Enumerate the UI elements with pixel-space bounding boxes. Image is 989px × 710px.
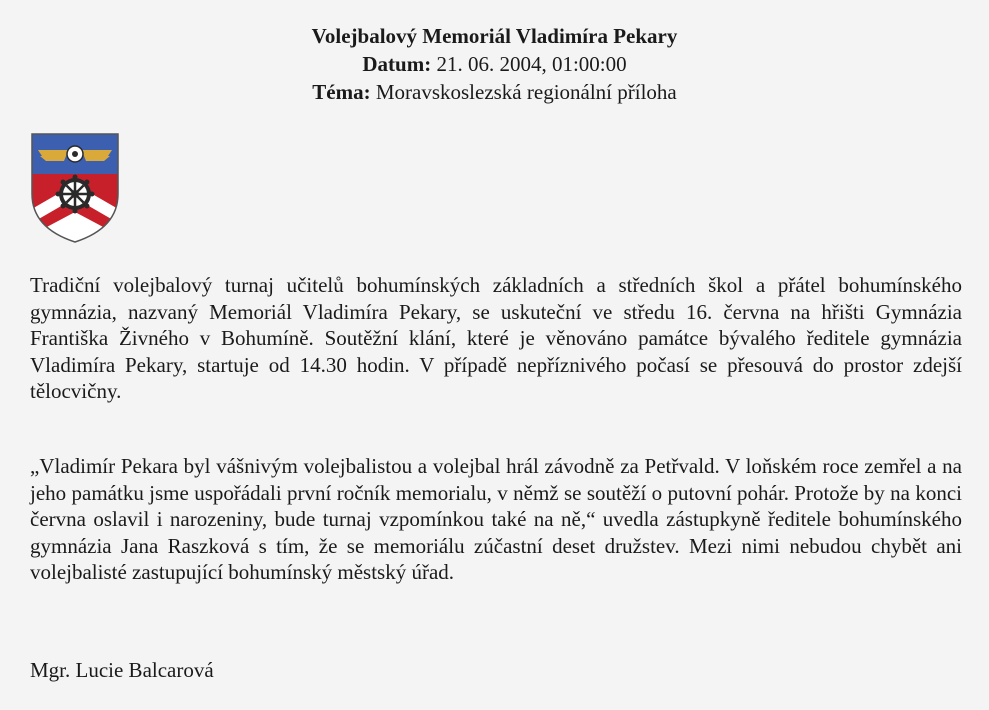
date-value: 21. 06. 2004, 01:00:00 — [436, 52, 627, 76]
document-title: Volejbalový Memoriál Vladimíra Pekary — [311, 24, 678, 48]
author-signature: Mgr. Lucie Balcarová — [30, 658, 214, 682]
coat-of-arms-icon — [30, 132, 120, 244]
topic-value: Moravskoslezská regionální příloha — [375, 80, 677, 104]
article-paragraph-1: Tradiční volejbalový turnaj učitelů bohumínských základních a středních škol a přátel bohumínského gymnázia, nazvaný Memoriál Vladimíra Pekary, se uskuteční ve středu 16. června na hřišti Gymnázia Františka Živného v Bohumíně. Soutěžní klání, které je věnováno památce bývalého ředitele gymnázia Vladimíra Pekary, startuje od 14.30 hodin. V případě nepříznivého počasí se přesouvá do prostor zdejší tělocvičny. — [30, 273, 962, 403]
date-line — [0, 50, 989, 78]
article-paragraph-2: „Vladimír Pekara byl vášnivým volejbalistou a volejbal hrál závodně za Petřvald. V loňském roce zemřel a na jeho památku jsme uspořádali první ročník memorialu, v němž se soutěží o putovní pohár. Protože by na konci června oslavil i narozeniny, bude turnaj vzpomínkou také na ně,“ uvedla zástupkyně ředitele bohumínského gymnázia Jana Raszková s tím, že se memoriálu zúčastní deset družstev. Mezi nimi nebudou chybět ani volejbalisté zastupující bohumínský městský úřad. — [30, 454, 962, 584]
topic-line — [0, 78, 989, 106]
document-header — [0, 22, 989, 106]
date-label: Datum: — [362, 52, 432, 76]
topic-label: Téma: — [312, 80, 371, 104]
